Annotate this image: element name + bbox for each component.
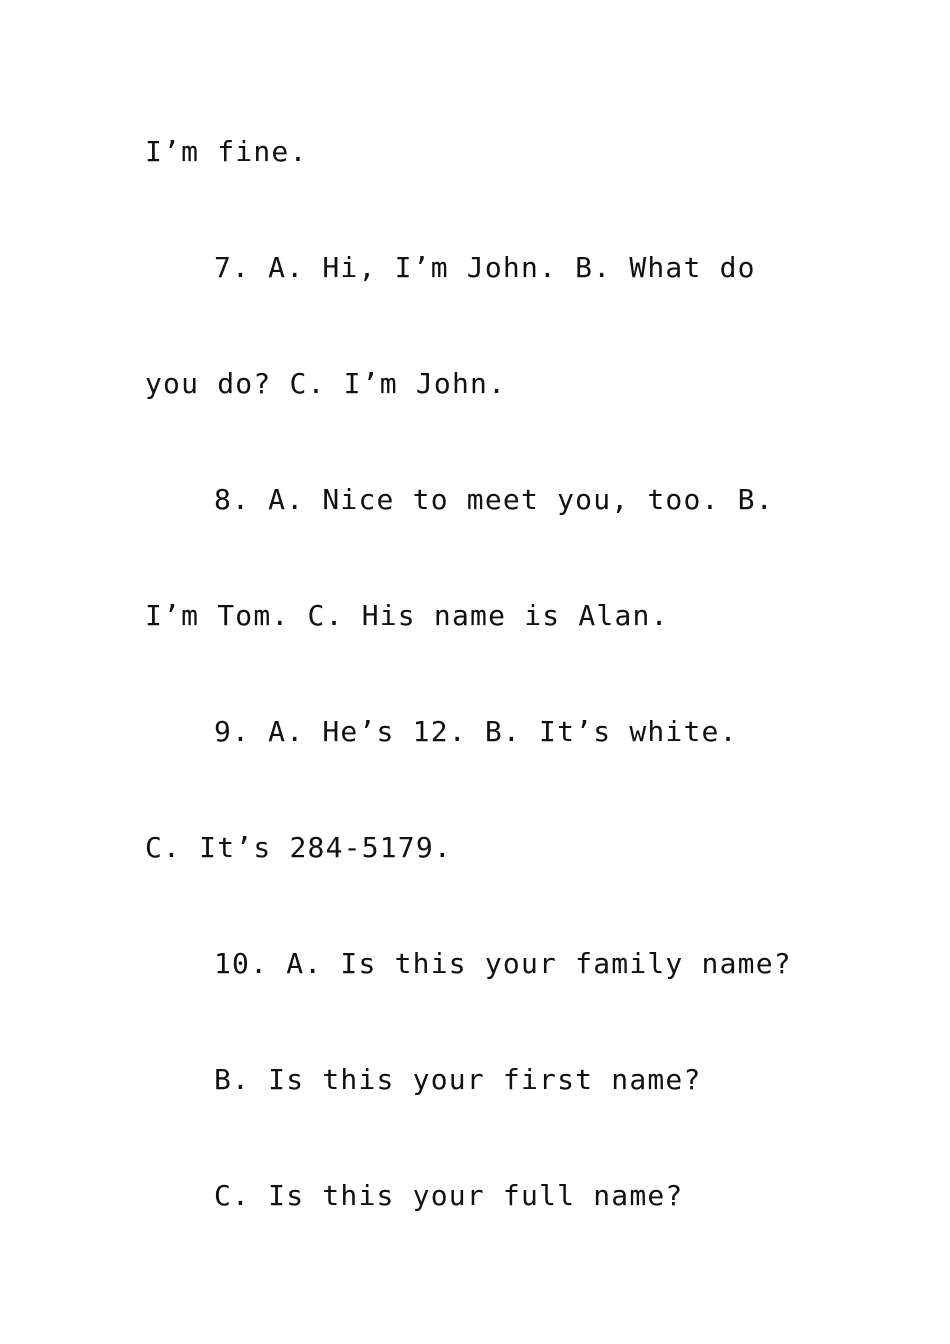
question-7-line-2: you do? C. I’m John. xyxy=(145,367,507,400)
question-10-line-3: C. Is this your full name? xyxy=(214,1179,684,1212)
question-9-line-1: 9. A. He’s 12. B. It’s white. xyxy=(214,715,738,748)
question-9-line-2: C. It’s 284-5179. xyxy=(145,831,452,864)
question-7-line-1: 7. A. Hi, I’m John. B. What do xyxy=(214,251,756,284)
question-8-line-2: I’m Tom. C. His name is Alan. xyxy=(145,599,669,632)
question-10-line-2: B. Is this your first name? xyxy=(214,1063,702,1096)
question-10-line-1: 10. A. Is this your family name? xyxy=(214,947,792,980)
question-8-line-1: 8. A. Nice to meet you, too. B. xyxy=(214,483,774,516)
text-line-1: I’m fine. xyxy=(145,135,308,168)
